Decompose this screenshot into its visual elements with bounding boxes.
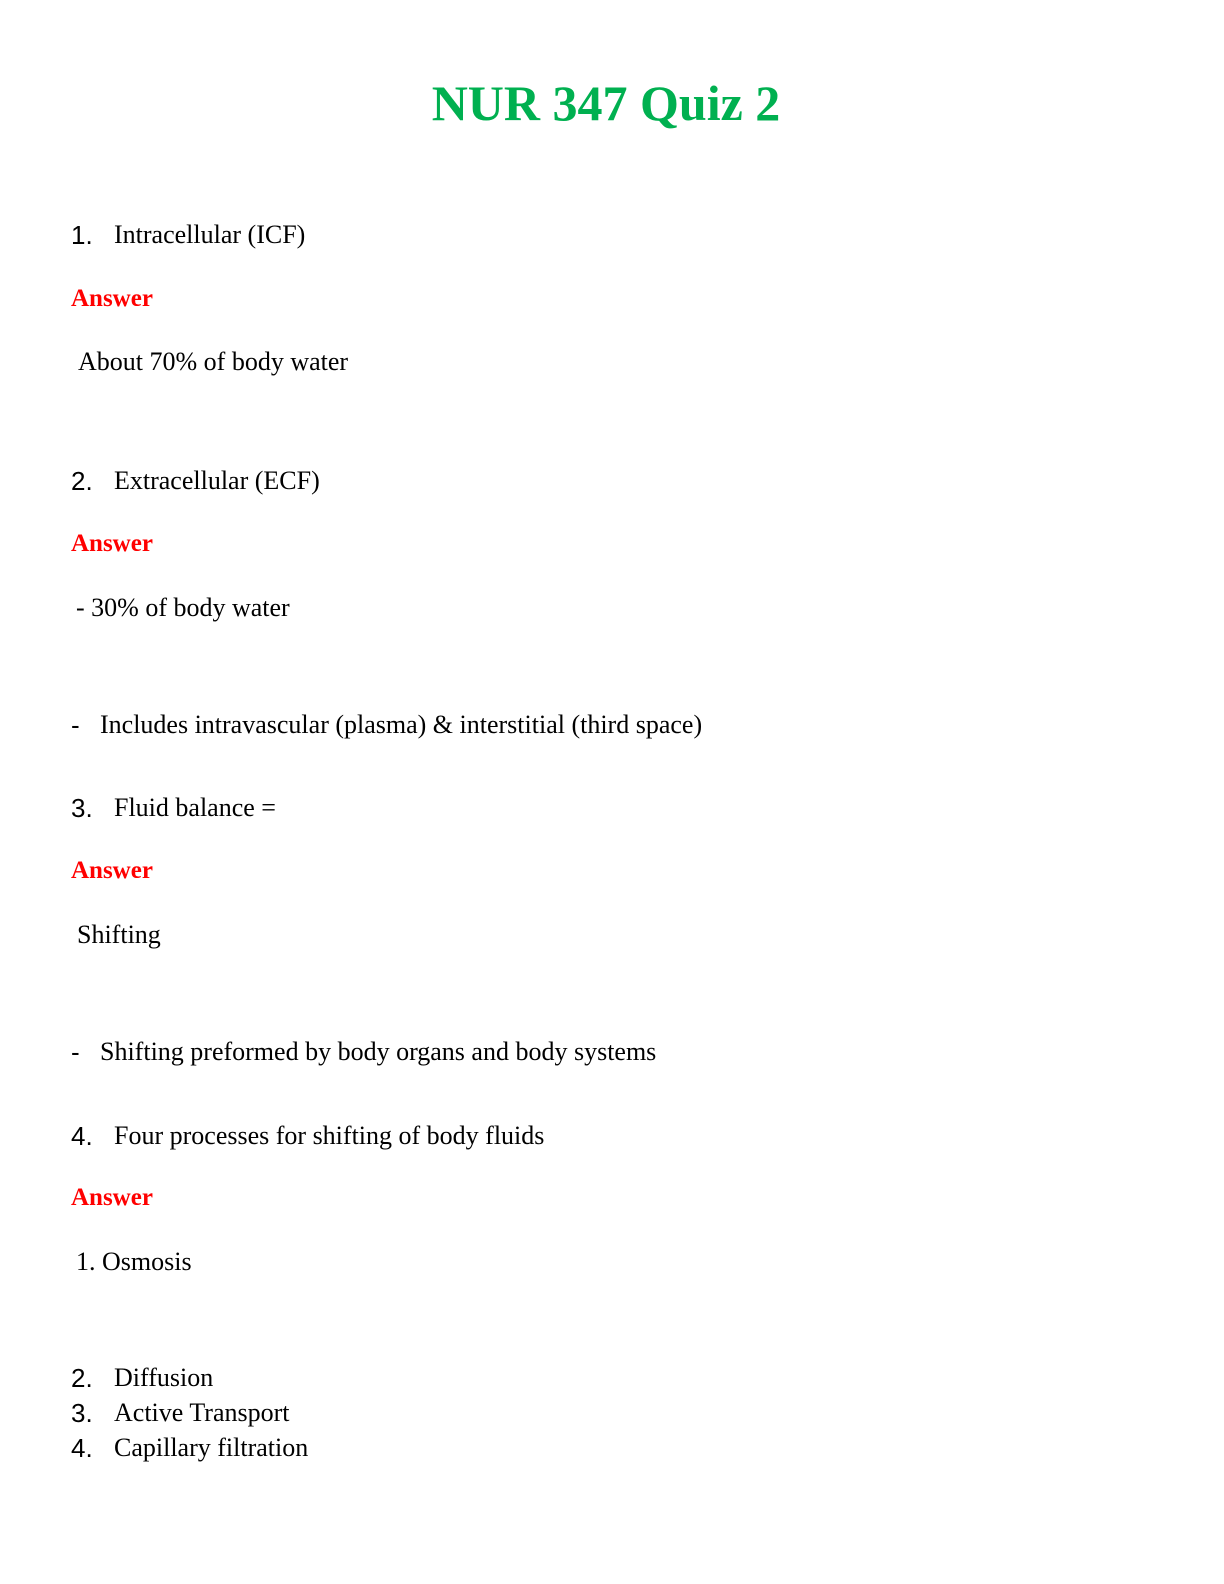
question-4-answer: 1. Osmosis	[76, 1247, 192, 1276]
question-1-text: Intracellular (ICF)	[114, 220, 306, 249]
question-1-number: 1.	[71, 220, 93, 250]
question-1-answer: About 70% of body water	[78, 347, 349, 376]
question-3-bullet-mark: -	[71, 1037, 80, 1067]
question-1-answer-label: Answer	[71, 285, 153, 312]
question-4-number: 4.	[71, 1121, 93, 1151]
question-3-answer-label: Answer	[71, 857, 153, 884]
question-4-answer-label: Answer	[71, 1184, 153, 1211]
list-item: Capillary filtration	[114, 1433, 309, 1462]
question-2-bullet-mark: -	[71, 710, 80, 740]
list-item: Active Transport	[114, 1398, 290, 1427]
question-2-answer-label: Answer	[71, 530, 153, 557]
question-3-answer: Shifting	[77, 920, 161, 949]
question-3-number: 3.	[71, 793, 93, 823]
list-item-number: 3.	[71, 1398, 93, 1428]
list-item-number: 2.	[71, 1363, 93, 1393]
list-item-number: 4.	[71, 1433, 93, 1463]
question-3-bullet: Shifting preformed by body organs and body systems	[100, 1037, 657, 1066]
question-2-bullet: Includes intravascular (plasma) & interstitial (third space)	[100, 710, 703, 739]
question-2-number: 2.	[71, 466, 93, 496]
question-2-text: Extracellular (ECF)	[114, 466, 320, 495]
question-4-text: Four processes for shifting of body fluids	[114, 1121, 545, 1150]
list-item: Diffusion	[114, 1363, 214, 1392]
question-2-answer: - 30% of body water	[76, 593, 290, 622]
question-3-text: Fluid balance =	[114, 793, 276, 822]
page-title: NUR 347 Quiz 2	[431, 75, 781, 131]
